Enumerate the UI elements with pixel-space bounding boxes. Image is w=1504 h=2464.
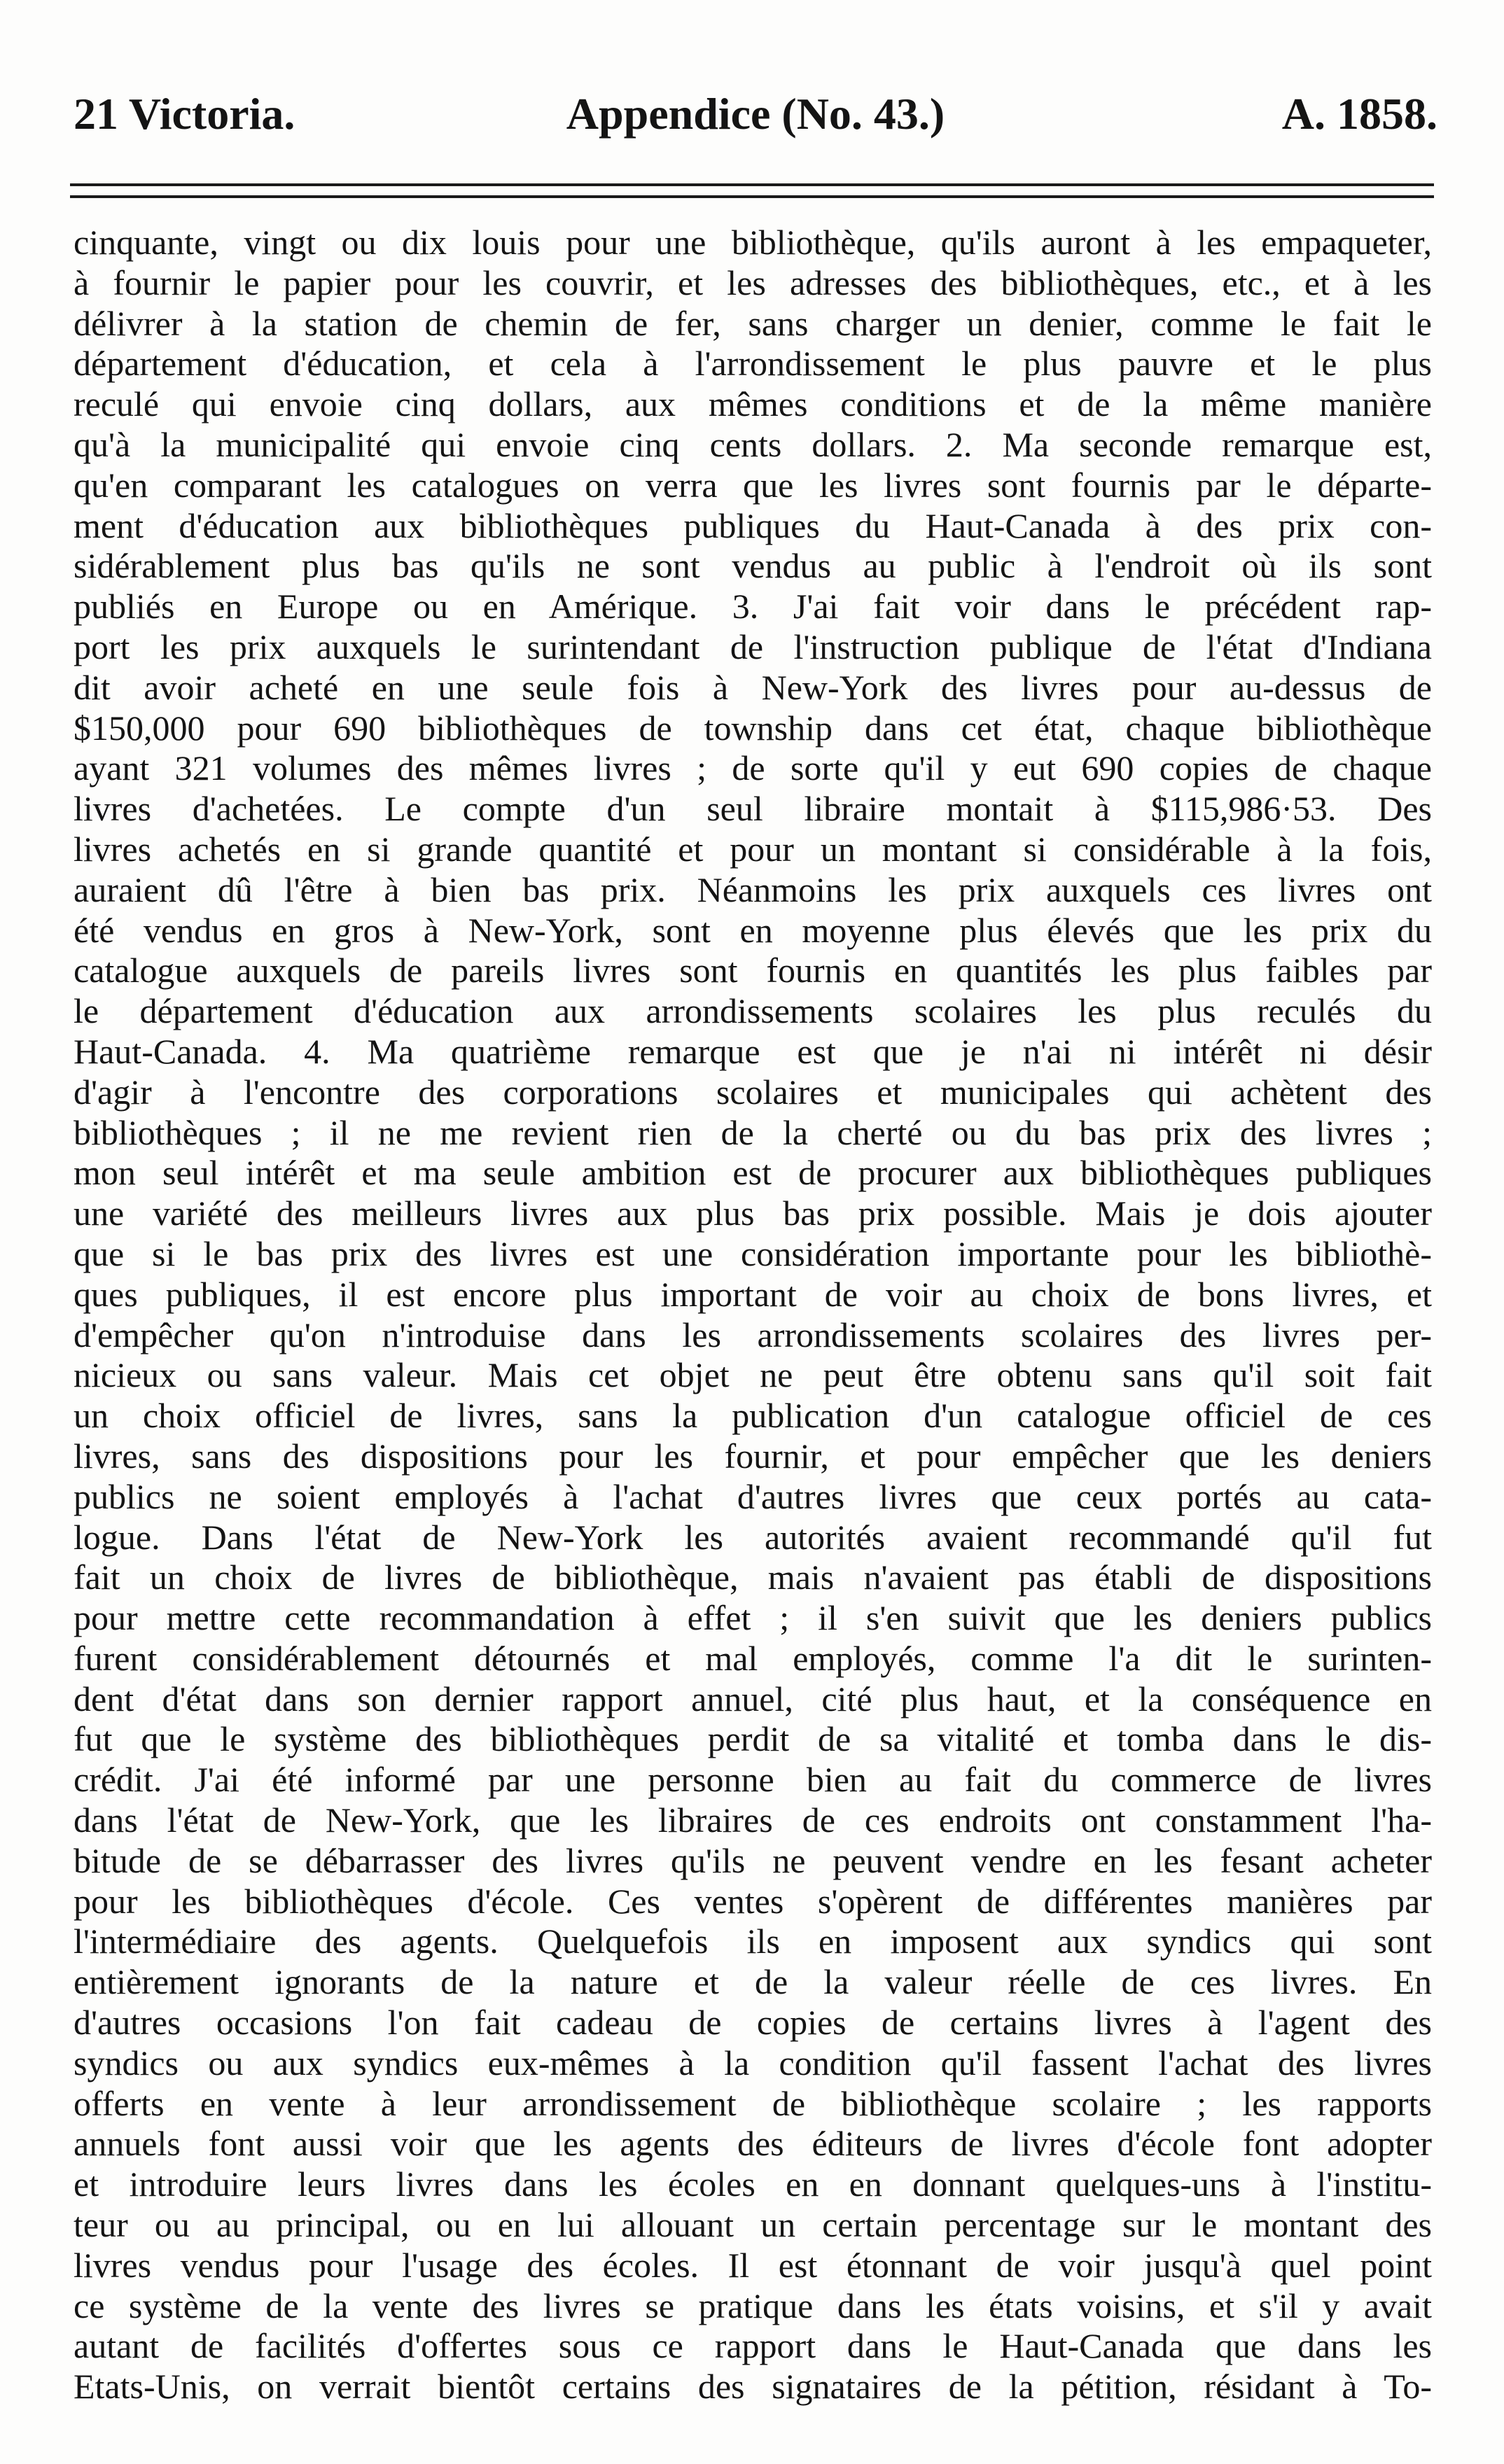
text-line: livres, sans des dispositions pour les fournir, et pour empêcher que les deniers	[74, 1436, 1432, 1476]
text-line: fut que le système des bibliothèques perdit de sa vitalité et tomba dans le dis-	[74, 1719, 1432, 1759]
header-year: A. 1858.	[1281, 89, 1437, 139]
text-line: pour mettre cette recommandation à effet ; il s'en suivit que les deniers publics	[74, 1598, 1432, 1638]
body-paragraph	[74, 223, 1432, 2407]
text-line: d'empêcher qu'on n'introduise dans les arrondissements scolaires des livres per-	[74, 1315, 1432, 1354]
text-line: $150,000 pour 690 bibliothèques de township dans cet état, chaque bibliothèque	[74, 708, 1432, 748]
text-line: annuels font aussi voir que les agents des éditeurs de livres d'école font adopter	[74, 2124, 1432, 2164]
text-line: furent considérablement détournés et mal employés, comme l'a dit le surinten-	[74, 1638, 1432, 1678]
text-line: d'agir à l'encontre des corporations scolaires et municipales qui achètent des	[74, 1072, 1432, 1112]
text-line: ce système de la vente des livres se pratique dans les états voisins, et s'il y avait	[74, 2286, 1432, 2325]
text-line: que si le bas prix des livres est une considération importante pour les bibliothè-	[74, 1233, 1432, 1273]
text-line: le département d'éducation aux arrondissements scolaires les plus reculés du	[74, 991, 1432, 1031]
header-rule-top	[70, 183, 1434, 186]
text-line: et introduire leurs livres dans les écoles en en donnant quelques-uns à l'institu-	[74, 2164, 1432, 2204]
text-line: publiés en Europe ou en Amérique. 3. J'ai fait voir dans le précédent rap-	[74, 587, 1432, 626]
text-line: livres d'achetées. Le compte d'un seul libraire montait à $115,986·53. Des	[74, 789, 1432, 829]
text-line: à fournir le papier pour les couvrir, et les adresses des bibliothèques, etc., et à les	[74, 262, 1432, 302]
header-regnal-year: 21 Victoria.	[74, 89, 295, 139]
text-line: fait un choix de livres de bibliothèque, mais n'avaient pas établi de dispositions	[74, 1558, 1432, 1597]
text-line: été vendus en gros à New-York, sont en moyenne plus élevés que les prix du	[74, 910, 1432, 950]
text-line: d'autres occasions l'on fait cadeau de copies de certains livres à l'agent des	[74, 2003, 1432, 2043]
text-line: sidérablement plus bas qu'ils ne sont vendus au public à l'endroit où ils sont	[74, 546, 1432, 586]
text-line: port les prix auxquels le surintendant de l'instruction publique de l'état d'Indiana	[74, 626, 1432, 666]
text-line: Etats-Unis, on verrait bientôt certains des signataires de la pétition, résidant à To-	[74, 2367, 1432, 2407]
text-line: logue. Dans l'état de New-York les autorités avaient recommandé qu'il fut	[74, 1517, 1432, 1557]
running-header	[74, 83, 1437, 146]
text-line: bibliothèques ; il ne me revient rien de la cherté ou du bas prix des livres ;	[74, 1112, 1432, 1152]
text-line: teur ou au principal, ou en lui allouant un certain percentage sur le montant des	[74, 2205, 1432, 2245]
header-appendix-number: Appendice (No. 43.)	[566, 89, 945, 139]
text-line: syndics ou aux syndics eux-mêmes à la condition qu'il fassent l'achat des livres	[74, 2043, 1432, 2082]
text-line: dent d'état dans son dernier rapport annuel, cité plus haut, et la conséquence en	[74, 1679, 1432, 1718]
text-line: publics ne soient employés à l'achat d'autres livres que ceux portés au cata-	[74, 1476, 1432, 1516]
text-line: qu'en comparant les catalogues on verra que les livres sont fournis par le départe-	[74, 465, 1432, 505]
header-rule-bottom	[70, 195, 1434, 198]
text-line: autant de facilités d'offertes sous ce rapport dans le Haut-Canada que dans les	[74, 2326, 1432, 2366]
text-line: pour les bibliothèques d'école. Ces ventes s'opèrent de différentes manières par	[74, 1881, 1432, 1921]
text-line: un choix officiel de livres, sans la publication d'un catalogue officiel de ces	[74, 1396, 1432, 1436]
text-line: nicieux ou sans valeur. Mais cet objet ne peut être obtenu sans qu'il soit fait	[74, 1355, 1432, 1395]
text-line: entièrement ignorants de la nature et de la valeur réelle de ces livres. En	[74, 1962, 1432, 2002]
text-line: dit avoir acheté en une seule fois à New-York des livres pour au-dessus de	[74, 667, 1432, 707]
text-line: ment d'éducation aux bibliothèques publiques du Haut-Canada à des prix con-	[74, 505, 1432, 545]
text-line: offerts en vente à leur arrondissement de bibliothèque scolaire ; les rapports	[74, 2083, 1432, 2123]
text-line: délivrer à la station de chemin de fer, sans charger un denier, comme le fait le	[74, 303, 1432, 343]
text-line: cinquante, vingt ou dix louis pour une bibliothèque, qu'ils auront à les empaqueter,	[74, 223, 1432, 262]
text-line: dans l'état de New-York, que les libraires de ces endroits ont constamment l'ha-	[74, 1800, 1432, 1840]
text-line: crédit. J'ai été informé par une personne bien au fait du commerce de livres	[74, 1760, 1432, 1800]
text-line: livres vendus pour l'usage des écoles. Il est étonnant de voir jusqu'à quel point	[74, 2245, 1432, 2285]
text-line: qu'à la municipalité qui envoie cinq cents dollars. 2. Ma seconde remarque est,	[74, 424, 1432, 464]
text-line: l'intermédiaire des agents. Quelquefois ils en imposent aux syndics qui sont	[74, 1921, 1432, 1961]
text-line: une variété des meilleurs livres aux plus bas prix possible. Mais je dois ajouter	[74, 1194, 1432, 1233]
text-line: livres achetés en si grande quantité et pour un montant si considérable à la fois,	[74, 829, 1432, 869]
text-line: mon seul intérêt et ma seule ambition est de procurer aux bibliothèques publiques	[74, 1153, 1432, 1193]
text-line: ayant 321 volumes des mêmes livres ; de sorte qu'il y eut 690 copies de chaque	[74, 748, 1432, 788]
text-line: département d'éducation, et cela à l'arrondissement le plus pauvre et le plus	[74, 344, 1432, 384]
text-line: reculé qui envoie cinq dollars, aux mêmes conditions et de la même manière	[74, 384, 1432, 424]
text-line: Haut-Canada. 4. Ma quatrième remarque est que je n'ai ni intérêt ni désir	[74, 1031, 1432, 1071]
text-line: catalogue auxquels de pareils livres sont fournis en quantités les plus faibles par	[74, 951, 1432, 990]
text-line: ques publiques, il est encore plus important de voir au choix de bons livres, et	[74, 1274, 1432, 1314]
text-line: bitude de se débarrasser des livres qu'ils ne peuvent vendre en les fesant acheter	[74, 1840, 1432, 1880]
text-line: auraient dû l'être à bien bas prix. Néanmoins les prix auxquels ces livres ont	[74, 869, 1432, 909]
